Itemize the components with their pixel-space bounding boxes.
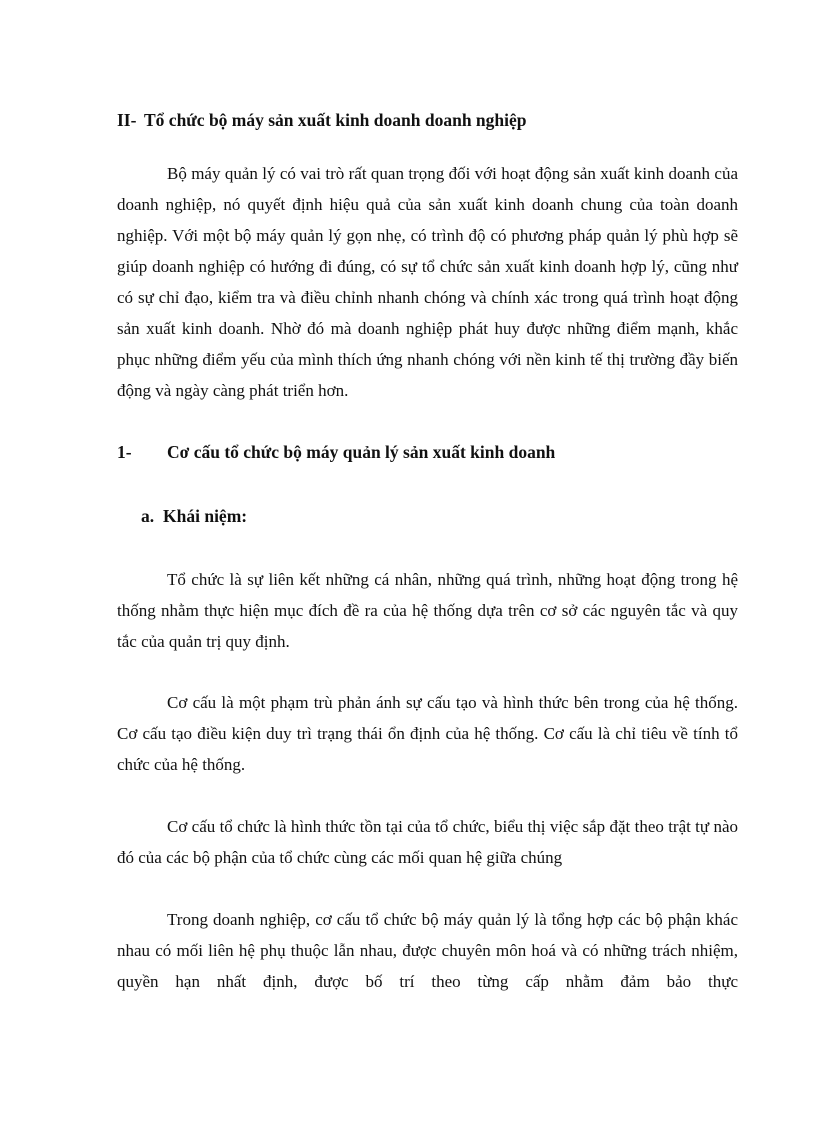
paragraph-organizational-structure: Cơ cấu tổ chức là hình thức tồn tại của tổ chức, biểu thị việc sắp đặt theo trật tự nào đó của các bộ phận của tổ chức cùng các mối quan hệ giữa chúng: [117, 817, 738, 867]
paragraph-enterprise-structure: Trong doanh nghiệp, cơ cấu tổ chức bộ máy quản lý là tổng hợp các bộ phận khác nhau có mối liên hệ phụ thuộc lẫn nhau, được chuyên môn hoá và có những trách nhiệm, quyền hạn nhất định, được bố trí theo từng cấp nhằm đảm bảo thực: [117, 910, 738, 991]
subsubsection-number: a.: [141, 506, 155, 526]
section-title: Tổ chức bộ máy sản xuất kinh doanh doanh nghiệp: [144, 110, 527, 130]
subsubsection-title: Khái niệm:: [163, 506, 248, 526]
subsubsection-heading: [141, 505, 247, 527]
paragraph-organization-definition: Tổ chức là sự liên kết những cá nhân, những quá trình, những hoạt động trong hệ thống nhằm thực hiện mục đích đề ra của hệ thống dựa trên cơ sở các nguyên tắc và quy tắc của quản trị quy định.: [117, 570, 738, 651]
intro-paragraph: Bộ máy quản lý có vai trò rất quan trọng đối với hoạt động sản xuất kinh doanh của doanh nghiệp, nó quyết định hiệu quả của sản xuất kinh doanh chung của toàn doanh nghiệp. Với một bộ máy quản lý gọn nhẹ, có trình độ có phương pháp quản lý phù hợp sẽ giúp doanh nghiệp có hướng đi đúng, có sự tổ chức sản xuất kinh doanh hợp lý, cũng như có sự chỉ đạo, kiểm tra và điều chỉnh nhanh chóng và chính xác trong quá trình hoạt động sản xuất kinh doanh. Nhờ đó mà doanh nghiệp phát huy được những điểm mạnh, khắc phục những điểm yếu của mình thích ứng nhanh chóng với nền kinh tế thị trường đầy biến động và ngày càng phát triển hơn.: [117, 164, 738, 400]
subsection-title: Cơ cấu tổ chức bộ máy quản lý sản xuất kinh doanh: [167, 442, 556, 462]
paragraph-structure-definition: Cơ cấu là một phạm trù phản ánh sự cấu tạo và hình thức bên trong của hệ thống. Cơ cấu tạo điều kiện duy trì trạng thái ổn định của hệ thống. Cơ cấu là chỉ tiêu về tính tổ chức của hệ thống.: [117, 693, 738, 774]
section-heading: [117, 109, 527, 131]
section-number: II-: [117, 110, 137, 130]
subsection-number: 1-: [117, 442, 132, 462]
subsection-heading: [117, 441, 555, 463]
